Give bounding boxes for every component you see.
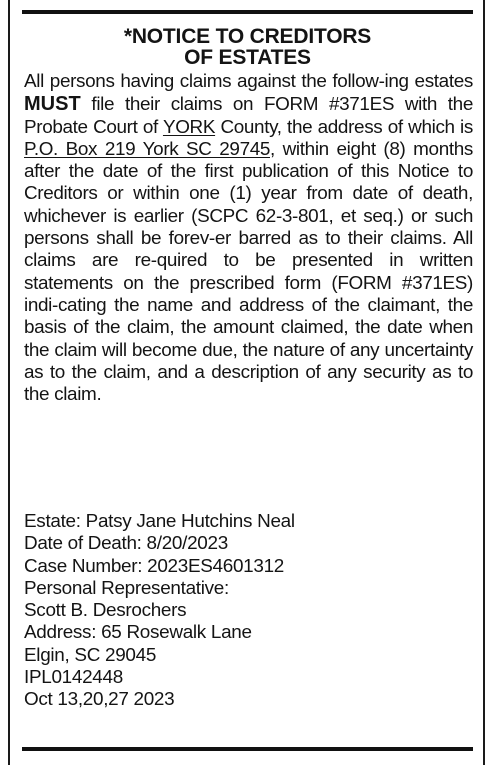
representative-address-line-1: Address: 65 Rosewalk Lane: [24, 622, 252, 644]
body-part-1: All persons having claims against the follow-ing estates: [24, 71, 473, 92]
date-of-death: Date of Death: 8/20/2023: [24, 533, 228, 555]
body-part-3: County, the address of which is: [215, 116, 473, 138]
notice-title-line-2: OF ESTATES: [184, 46, 311, 69]
personal-representative-label: Personal Representative:: [24, 577, 229, 599]
body-part-2: file their claims on FORM #371ES with the Probate Court of: [24, 94, 473, 138]
notice-body: [24, 71, 473, 406]
county-name: YORK: [162, 116, 216, 138]
top-rule: [22, 10, 473, 14]
must-emphasis: MUST: [24, 93, 81, 116]
body-part-4: within eight (8) months after the date of the first publication of this Notice to Creditors or within one (1) year from date of death, whichever is earlier (SCPC 62-3-801, et seq.) or such persons shall be forev-er barred as to their claims. All claims are re-quired to be presented in written statements on the prescribed form (FORM #371ES) indi-cating the name and address of the claimant, the basis of the claim, the amount claimed, the date when the claim will become due, the nature of any uncertainty as to the claim, and a description of any security as to the claim.: [24, 138, 473, 406]
estate-name: Estate: Patsy Jane Hutchins Neal: [24, 511, 295, 532]
publication-dates: Oct 13,20,27 2023: [24, 689, 175, 711]
personal-representative-name: Scott B. Desrochers: [24, 600, 187, 622]
court-address: P.O. Box 219 York SC 29745,: [24, 138, 275, 160]
bottom-rule: [22, 747, 473, 751]
representative-address-line-2: Elgin, SC 29045: [24, 644, 157, 666]
estate-details: [24, 511, 473, 712]
notice-title-line-1: *NOTICE TO CREDITORS: [123, 25, 372, 48]
case-number: Case Number: 2023ES4601312: [24, 555, 284, 577]
ipl-number: IPL0142448: [24, 667, 123, 689]
